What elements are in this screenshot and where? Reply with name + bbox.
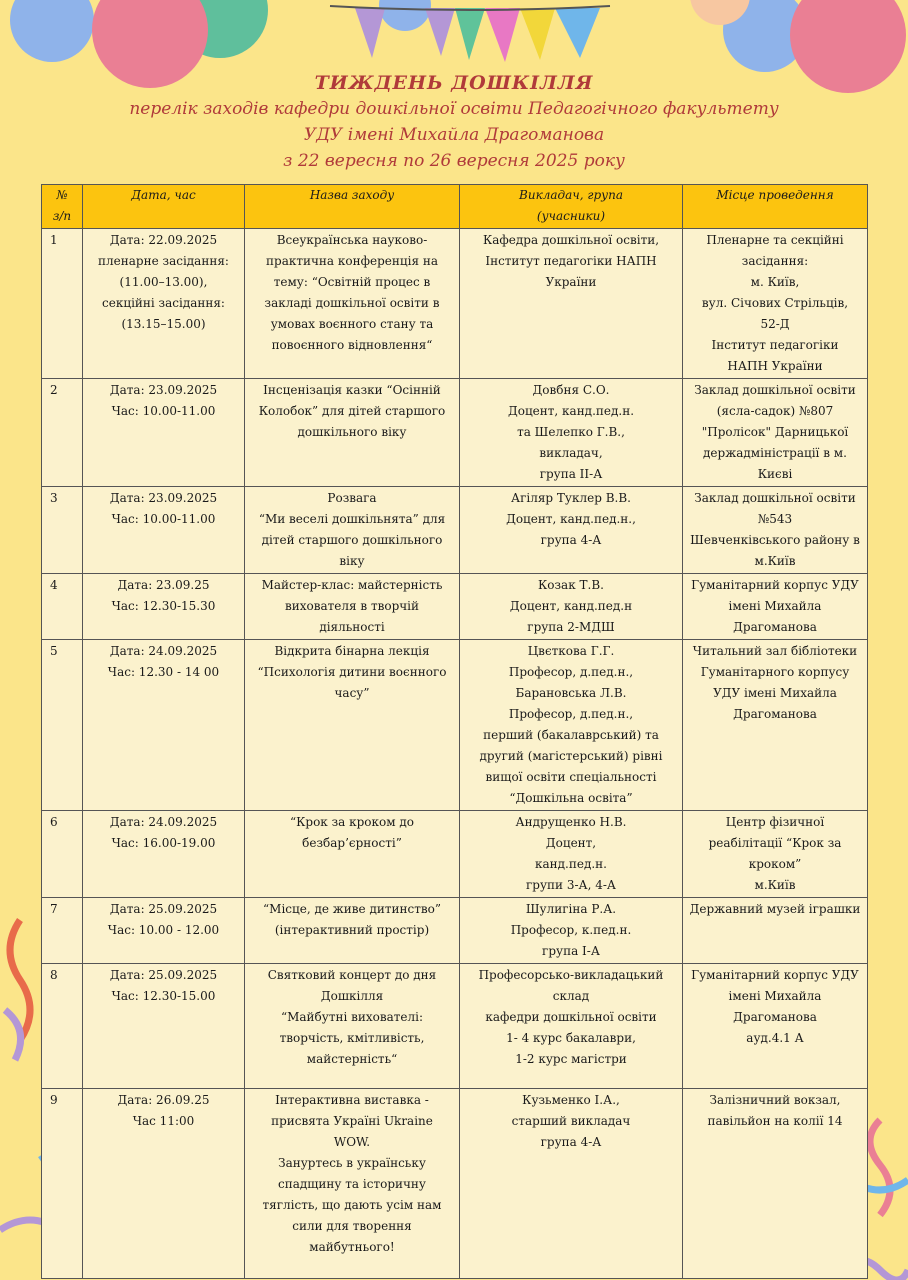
- cell-event: Святковий концерт до дня Дошкілля “Майбутні вихователі: творчість, кмітливість, майстерність“: [245, 964, 460, 1089]
- cell-number: 1: [42, 229, 83, 379]
- cell-place: Читальний зал бібліотеки Гуманітарного корпусу УДУ імені Михайла Драгоманова: [683, 640, 868, 811]
- bunting-flag: [455, 8, 485, 60]
- subtitle-line: УДУ імені Михайла Драгоманова: [303, 125, 605, 145]
- cell-teacher: Цвєткова Г.Г. Професор, д.пед.н., Барановська Л.В. Професор, д.пед.н., перший (бакалаврський) та другий (магістерський) рівні вищої освіти спеціальності “Дошкільна освіта”: [460, 640, 683, 811]
- cell-date: Дата: 23.09.2025 Час: 10.00-11.00: [83, 379, 245, 487]
- cell-place: Гуманітарний корпус УДУ імені Михайла Драгоманова: [683, 574, 868, 640]
- balloon-green: [172, 0, 268, 58]
- table-row: [42, 487, 868, 574]
- balloon-blue-3: [723, 0, 807, 72]
- cell-teacher: Кафедра дошкільної освіти, Інститут педагогіки НАПН України: [460, 229, 683, 379]
- cell-date: Дата: 25.09.2025 Час: 12.30-15.00: [83, 964, 245, 1089]
- page-header: [0, 70, 908, 174]
- cell-teacher: Кузьменко І.А., старший викладач група 4-А: [460, 1089, 683, 1279]
- balloon-blue: [10, 0, 94, 62]
- cell-date: Дата: 26.09.25 Час 11:00: [83, 1089, 245, 1279]
- bunting-flag: [485, 8, 520, 62]
- cell-event: Розвага “Ми веселі дошкільнята” для дітей старшого дошкільного віку: [245, 487, 460, 574]
- table-row: [42, 229, 868, 379]
- cell-place: Пленарне та секційні засідання: м. Київ, вул. Січових Стрільців, 52-Д Інститут педагогіки НАПН України: [683, 229, 868, 379]
- table-row: [42, 898, 868, 964]
- cell-teacher: Шулигіна Р.А. Професор, к.пед.н. група І-А: [460, 898, 683, 964]
- cell-date: Дата: 24.09.2025 Час: 12.30 - 14 00: [83, 640, 245, 811]
- cell-number: 3: [42, 487, 83, 574]
- cell-event: Інсценізація казки “Осінній Колобок” для дітей старшого дошкільного віку: [245, 379, 460, 487]
- bunting-flag: [425, 8, 455, 56]
- events-table: [41, 184, 868, 1279]
- cell-place: Залізничний вокзал, павільйон на колії 14: [683, 1089, 868, 1279]
- subtitle-line: перелік заходів кафедри дошкільної освіти Педагогічного факультету: [129, 99, 779, 119]
- cell-place: Гуманітарний корпус УДУ імені Михайла Драгоманова ауд.4.1 А: [683, 964, 868, 1089]
- cell-teacher: Андрущенко Н.В. Доцент, канд.пед.н. групи 3-А, 4-А: [460, 811, 683, 898]
- cell-place: Державний музей іграшки: [683, 898, 868, 964]
- column-header-number: № з/п: [42, 185, 83, 229]
- bunting-flag: [520, 8, 555, 60]
- column-header-teacher: Викладач, група (учасники): [460, 185, 683, 229]
- cell-teacher: Довбня С.О. Доцент, канд.пед.н. та Шелепко Г.В., викладач, група ІІ-А: [460, 379, 683, 487]
- cell-number: 6: [42, 811, 83, 898]
- confetti-ribbon: [870, 1120, 890, 1215]
- cell-place: Заклад дошкільної освіти №543 Шевченківського району в м.Київ: [683, 487, 868, 574]
- table-row: [42, 379, 868, 487]
- bunting-flag: [355, 8, 385, 58]
- bunting-string: [330, 6, 610, 10]
- table-row: [42, 574, 868, 640]
- cell-number: 5: [42, 640, 83, 811]
- cell-teacher: Агіляр Туклер В.В. Доцент, канд.пед.н., група 4-А: [460, 487, 683, 574]
- column-header-date: Дата, час: [83, 185, 245, 229]
- cell-date: Дата: 23.09.2025 Час: 10.00-11.00: [83, 487, 245, 574]
- cell-teacher: Професорсько-викладацький склад кафедри дошкільної освіти 1- 4 курс бакалаври, 1-2 курс магістри: [460, 964, 683, 1089]
- cell-event: Відкрита бінарна лекція “Психологія дитини воєнного часу”: [245, 640, 460, 811]
- cell-event: “Місце, де живе дитинство” (інтерактивний простір): [245, 898, 460, 964]
- cell-date: Дата: 25.09.2025 Час: 10.00 - 12.00: [83, 898, 245, 964]
- cell-number: 4: [42, 574, 83, 640]
- cell-number: 7: [42, 898, 83, 964]
- cell-teacher: Козак Т.В. Доцент, канд.пед.н група 2-МДШ: [460, 574, 683, 640]
- balloon-blue-2: [379, 0, 431, 31]
- cell-date: Дата: 23.09.25 Час: 12.30-15.30: [83, 574, 245, 640]
- cell-event: “Крок за кроком до безбар’єрності”: [245, 811, 460, 898]
- cell-date: Дата: 22.09.2025 пленарне засідання: (11.00–13.00), секційні засідання: (13.15–15.00): [83, 229, 245, 379]
- cell-date: Дата: 24.09.2025 Час: 16.00-19.00: [83, 811, 245, 898]
- subtitle-line: з 22 вересня по 26 вересня 2025 року: [283, 151, 625, 171]
- cell-event: Майстер-клас: майстерність вихователя в творчій діяльності: [245, 574, 460, 640]
- cell-place: Заклад дошкільної освіти (ясла-садок) №807 "Пролісок" Дарницької держадміністрації в м. Києві: [683, 379, 868, 487]
- cell-number: 2: [42, 379, 83, 487]
- confetti-ribbon: [10, 920, 30, 1040]
- cell-event: Всеукраїнська науково- практична конференція на тему: “Освітній процес в закладі дошкільної освіти в умовах воєнного стану та повоєнного відновлення“: [245, 229, 460, 379]
- balloon-peach: [690, 0, 750, 25]
- table-row: [42, 811, 868, 898]
- table-row: [42, 964, 868, 1089]
- bunting-flag: [555, 8, 600, 58]
- table-row: [42, 1089, 868, 1279]
- column-header-place: Місце проведення: [683, 185, 868, 229]
- cell-number: 8: [42, 964, 83, 1089]
- table-row: [42, 640, 868, 811]
- cell-place: Центр фізичної реабілітації “Крок за кроком” м.Київ: [683, 811, 868, 898]
- cell-event: Інтерактивна виставка - присвята Україні Ukraine WOW. Зануртесь в українську спадщину та історичну тяглість, що дають усім нам сили для творення майбутнього!: [245, 1089, 460, 1279]
- column-header-event: Назва заходу: [245, 185, 460, 229]
- table-header-row: [42, 185, 868, 229]
- page-title: ТИЖДЕНЬ ДОШКІЛЛЯ: [314, 72, 594, 94]
- confetti-ribbon: [5, 1010, 21, 1060]
- cell-number: 9: [42, 1089, 83, 1279]
